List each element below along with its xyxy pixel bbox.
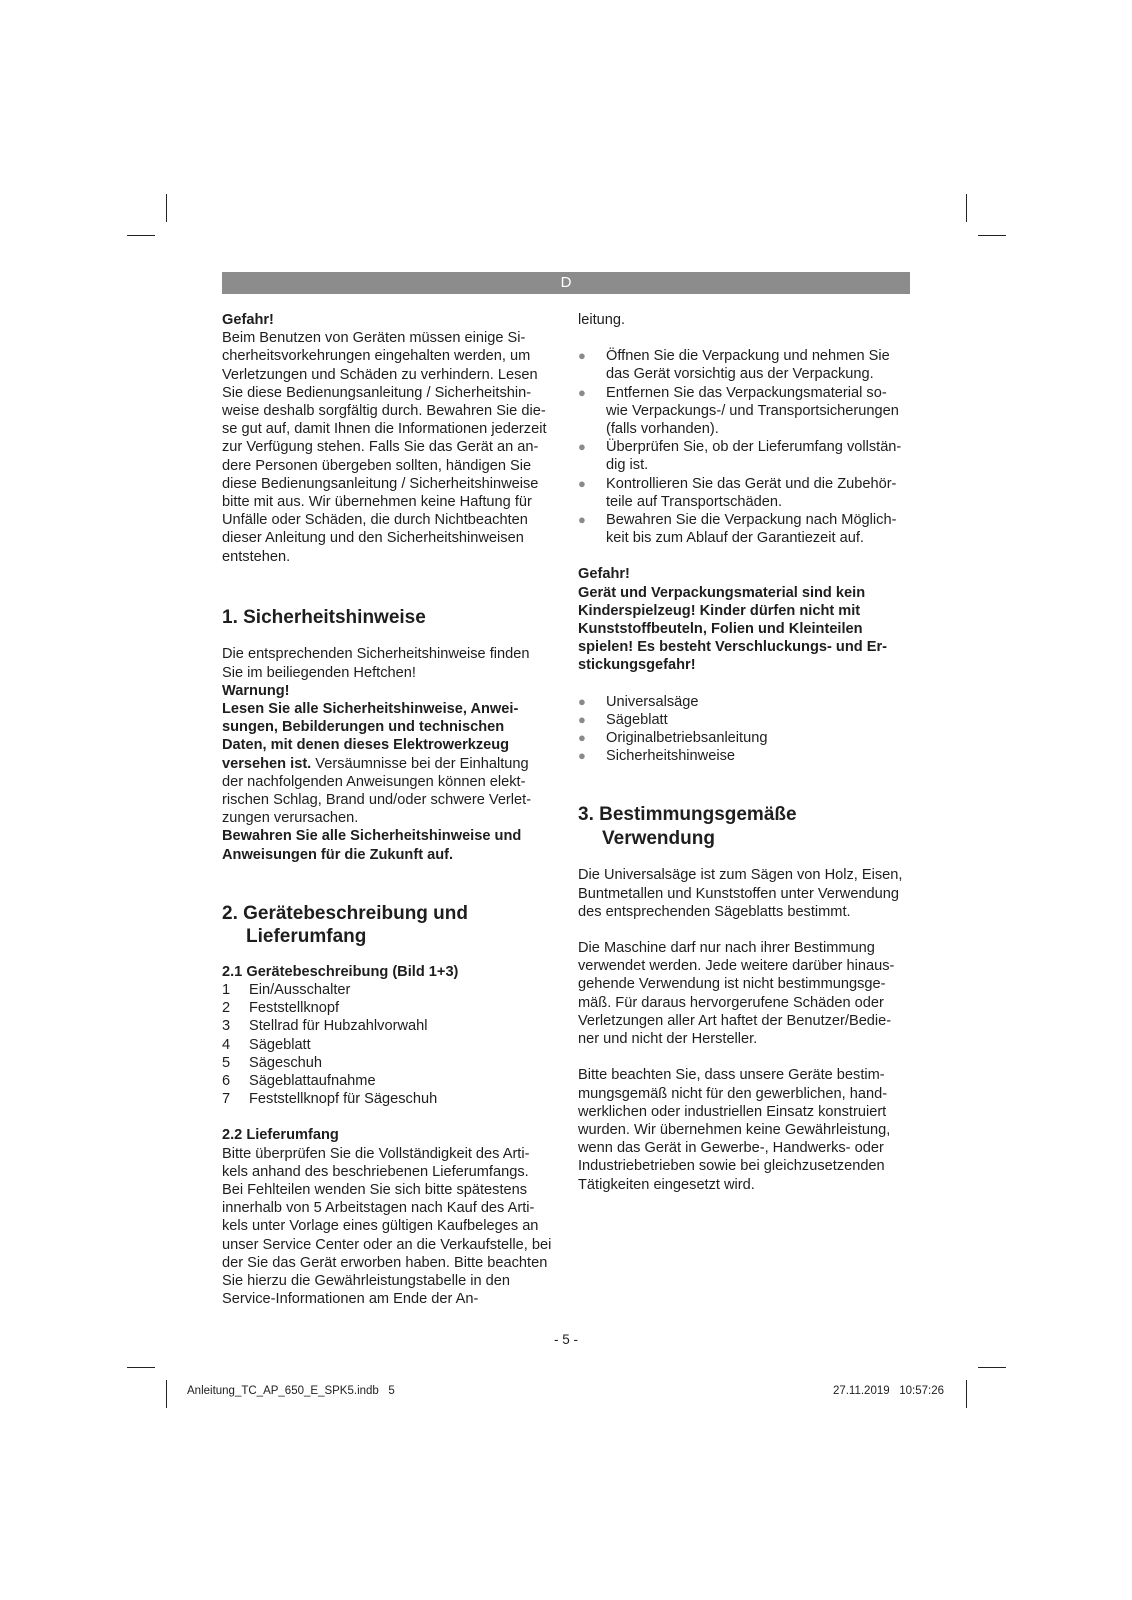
- crop-mark: [978, 1367, 1006, 1368]
- list-item-text: Entfernen Sie das Verpackungsmaterial so-wie Verpackungs-/ und Transportsicherungen (falls vorhanden).: [606, 384, 899, 438]
- list-item: [578, 711, 908, 729]
- crop-mark: [127, 235, 155, 236]
- language-label: D: [560, 274, 572, 291]
- list-item: [222, 1036, 552, 1054]
- list-item-text: Sägeblatt: [606, 711, 668, 728]
- section-3-title: 3. Bestimmungsgemäße Verwendung: [578, 804, 797, 849]
- continuation-text: leitung.: [578, 312, 626, 328]
- crop-mark: [966, 1380, 967, 1408]
- crop-mark: [978, 235, 1006, 236]
- section-2-title: 2. Gerätebeschreibung und Lieferumfang: [222, 902, 468, 948]
- subsection-2-2-text: Bitte überprüfen Sie die Vollständigkeit des Arti-kels anhand des beschriebenen Lieferumfangs. Bei Fehlteilen wenden Sie sich bitte spätestens innerhalb von 5 Arbeitstagen nach Kauf des Arti-kels unter Vorlage eines gültigen Kaufbeleges an unser Service Center oder an die Verkaufstelle, bei der Sie das Gerät erworben haben. Bitte beachten Sie hierzu die Gewährleistungstabelle in den Service-Informationen am Ende der An-: [222, 1145, 552, 1308]
- timestamp-slug: 27.11.2019 10:57:26: [832, 1385, 944, 1397]
- page-number: - 5 -: [553, 1332, 578, 1347]
- danger-text: Beim Benutzen von Geräten müssen einige Si-cherheitsvorkehrungen eingehalten werden, um Verletzungen und Schäden zu verhindern. Lesen Sie diese Bedienungsanleitung / Sicherheitshin-weise deshalb sorgfältig durch. Bewahren Sie die-se gut auf, damit Ihnen die Informationen jederzeit zur Verfügung stehen. Falls Sie das Gerät an an-dere Personen übergeben sollten, händigen Sie diese Bedienungsanleitung / Sicherheitshinweise bitte mit aus. Wir übernehmen keine Haftung für Unfälle oder Schäden, die durch Nichtbeachten dieser Anleitung und den Sicherheitshinweisen entstehen.: [222, 330, 547, 565]
- list-item: [222, 1054, 552, 1072]
- list-item-text: Universalsäge: [606, 693, 699, 710]
- list-item: [578, 693, 908, 711]
- bullet-icon: ●: [578, 439, 586, 455]
- list-item: [578, 511, 908, 547]
- part-label: Sägeblatt: [249, 1036, 311, 1053]
- bullet-icon: ●: [578, 730, 586, 746]
- intended-use-paragraph-3: Bitte beachten Sie, dass unsere Geräte bestim-mungsgemäß nicht für den gewerblichen, hand-werklichen oder industriellen Einsatz konstruiert wurden. Wir übernehmen keine Gewährleistung, wenn das Gerät in Gewerbe-, Handwerks- oder Industriebetrieben sowie bei gleichzusetzenden Tätigkeiten eingesetzt wird.: [578, 1067, 891, 1193]
- list-item: [578, 384, 908, 439]
- part-number: 7: [222, 1091, 231, 1108]
- left-column: [222, 311, 552, 1308]
- keep-instructions-note: Bewahren Sie alle Sicherheitshinweise und Anweisungen für die Zukunft auf.: [222, 828, 522, 863]
- list-item: [222, 1017, 552, 1035]
- bullet-icon: ●: [578, 693, 586, 709]
- list-item: [222, 981, 552, 999]
- part-label: Feststellknopf für Sägeschuh: [249, 1091, 438, 1108]
- danger-title: Gefahr!: [578, 566, 630, 583]
- crop-mark: [166, 194, 167, 222]
- scope-of-delivery-list: [578, 693, 908, 766]
- part-number: 6: [222, 1073, 231, 1089]
- list-item-text: Originalbetriebsanleitung: [606, 730, 768, 747]
- right-column: [578, 311, 908, 1194]
- part-number: 1: [222, 981, 231, 998]
- list-item-text: Sicherheitshinweise: [606, 748, 735, 765]
- bullet-icon: ●: [578, 748, 586, 764]
- subsection-2-2-title: 2.2 Lieferumfang: [222, 1127, 339, 1144]
- part-number: 2: [222, 1000, 231, 1017]
- part-label: Ein/Ausschalter: [249, 981, 351, 998]
- list-item-text: Bewahren Sie die Verpackung nach Möglich-keit bis zum Ablauf der Garantiezeit auf.: [606, 512, 897, 547]
- warning-bold-text: Lesen Sie alle Sicherheitshinweise, Anwei-sungen, Bebilderungen und technischen Daten, mit denen dieses Elektrowerkzeug versehen ist.: [222, 700, 519, 772]
- list-item: [578, 475, 908, 511]
- intended-use-paragraph-2: Die Maschine darf nur nach ihrer Bestimmung verwendet werden. Jede weitere darüber hinaus-gehende Verwendung ist nicht bestimmungsge-mäß. Für daraus hervorgerufene Schäden oder Verletzungen aller Art haftet der Benutzer/Bedie-ner und nicht der Hersteller.: [578, 940, 895, 1048]
- part-number: 4: [222, 1036, 231, 1053]
- crop-mark: [127, 1367, 155, 1368]
- file-name-slug: Anleitung_TC_AP_650_E_SPK5.indb 5: [187, 1385, 395, 1397]
- subsection-2-1-title: 2.1 Gerätebeschreibung (Bild 1+3): [222, 963, 459, 980]
- list-item-text: Kontrollieren Sie das Gerät und die Zubehör-teile auf Transportschäden.: [606, 475, 897, 510]
- warning-title: Warnung!: [222, 682, 290, 699]
- list-item-text: Überprüfen Sie, ob der Lieferumfang vollstän-dig ist.: [606, 439, 902, 474]
- section-1-intro: Die entsprechenden Sicherheitshinweise finden Sie im beiliegenden Heftchen!: [222, 646, 530, 681]
- bullet-icon: ●: [578, 475, 586, 491]
- warning-paragraph: [222, 700, 552, 827]
- crop-mark: [966, 194, 967, 222]
- language-header-bar: [222, 272, 910, 294]
- part-label: Feststellknopf: [249, 1000, 340, 1017]
- warning-text: Versäumnisse bei der Einhaltung der nachfolgenden Anweisungen können elekt-rischen Schlag, Brand und/oder schwere Verlet-zungen verursachen.: [222, 755, 532, 827]
- part-label: Stellrad für Hubzahlvorwahl: [249, 1018, 428, 1035]
- unpacking-steps-list: [578, 347, 908, 547]
- list-item: [222, 1090, 552, 1108]
- part-label: Sägeblattaufnahme: [249, 1073, 376, 1089]
- list-item: [222, 999, 552, 1017]
- section-1-title: 1. Sicherheitshinweise: [222, 606, 426, 628]
- intended-use-paragraph-1: Die Universalsäge ist zum Sägen von Holz, Eisen, Buntmetallen und Kunststoffen unter Verwendung des entsprechenden Sägeblatts bestimmt.: [578, 867, 903, 920]
- part-number: 5: [222, 1054, 231, 1071]
- parts-list: [222, 981, 552, 1108]
- list-item: [578, 347, 908, 383]
- list-item: [222, 1072, 552, 1090]
- danger-title: Gefahr!: [222, 312, 274, 328]
- part-label: Sägeschuh: [249, 1054, 323, 1071]
- part-number: 3: [222, 1018, 231, 1035]
- list-item: [578, 438, 908, 474]
- bullet-icon: ●: [578, 384, 586, 400]
- bullet-icon: ●: [578, 348, 586, 364]
- list-item: [578, 747, 908, 765]
- list-item: [578, 729, 908, 747]
- danger-text: Gerät und Verpackungsmaterial sind kein Kinderspielzeug! Kinder dürfen nicht mit Kunststoffbeuteln, Folien und Kleinteilen spielen! Es besteht Verschluckungs- und Er-stickungsgefahr!: [578, 584, 887, 674]
- bullet-icon: ●: [578, 711, 586, 727]
- bullet-icon: ●: [578, 512, 586, 528]
- crop-mark: [166, 1380, 167, 1408]
- list-item-text: Öffnen Sie die Verpackung und nehmen Sie das Gerät vorsichtig aus der Verpackung.: [606, 348, 890, 383]
